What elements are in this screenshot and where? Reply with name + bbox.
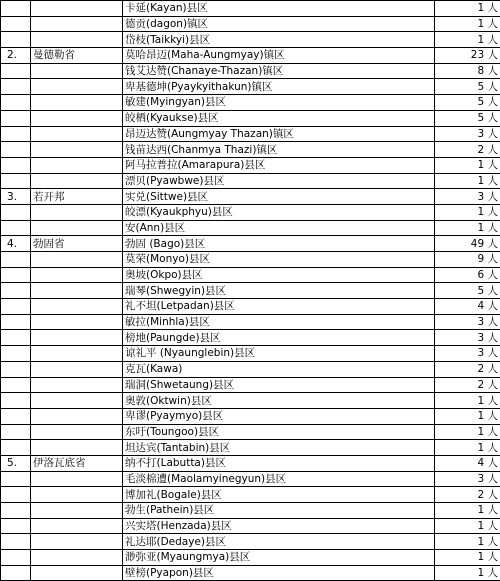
- row-number: [1, 534, 31, 550]
- row-number: [1, 314, 31, 330]
- province-cell: [31, 63, 123, 79]
- count-cell: 3 人: [435, 314, 500, 330]
- table-row: [1, 252, 500, 268]
- district-cell: 敏拉(Minhla)县区: [123, 314, 435, 330]
- province-cell: [31, 361, 123, 377]
- count-cell: 5 人: [435, 110, 500, 126]
- table-row: [1, 157, 500, 173]
- row-number: [1, 346, 31, 362]
- province-cell: [31, 393, 123, 409]
- count-cell: 3 人: [435, 189, 500, 205]
- count-cell: 5 人: [435, 95, 500, 111]
- province-cell: [31, 1, 123, 17]
- row-number: [1, 16, 31, 32]
- table-row: [1, 142, 500, 158]
- table-row: [1, 534, 500, 550]
- table-row: [1, 550, 500, 566]
- district-cell: 安(Ann)县区: [123, 220, 435, 236]
- count-cell: 1 人: [435, 173, 500, 189]
- row-number: [1, 518, 31, 534]
- row-number: [1, 63, 31, 79]
- count-cell: 2 人: [435, 361, 500, 377]
- table-row: [1, 204, 500, 220]
- district-cell: 坦达宾(Tantabin)县区: [123, 440, 435, 456]
- district-cell: 皎栖(Kyaukse)县区: [123, 110, 435, 126]
- district-cell: 勃生(Pathein)县区: [123, 503, 435, 519]
- table-row: [1, 440, 500, 456]
- district-cell: 榜地(Paungde)县区: [123, 330, 435, 346]
- district-cell: 德贡(dagon)镇区: [123, 16, 435, 32]
- table-row: [1, 283, 500, 299]
- count-cell: 1 人: [435, 204, 500, 220]
- province-cell: [31, 252, 123, 268]
- table-row: [1, 95, 500, 111]
- count-cell: 1 人: [435, 32, 500, 48]
- table-row: [1, 79, 500, 95]
- district-cell: 昂迈达赞(Aungmyay Thazan)镇区: [123, 126, 435, 142]
- row-number: [1, 408, 31, 424]
- district-cell: 卡延(Kayan)县区: [123, 1, 435, 17]
- row-number: 2.: [1, 48, 31, 64]
- district-cell: 礼不坦(Letpadan)县区: [123, 299, 435, 315]
- district-cell: 毛淡棉遭(Maolamyinegyun)县区: [123, 471, 435, 487]
- province-cell: [31, 440, 123, 456]
- count-cell: 1 人: [435, 550, 500, 566]
- row-number: [1, 79, 31, 95]
- row-number: [1, 252, 31, 268]
- province-cell: [31, 110, 123, 126]
- district-cell: 克瓦(Kawa): [123, 361, 435, 377]
- province-cell: [31, 550, 123, 566]
- count-cell: 1 人: [435, 393, 500, 409]
- province-cell: [31, 267, 123, 283]
- province-cell: [31, 330, 123, 346]
- province-cell: [31, 424, 123, 440]
- row-number: [1, 424, 31, 440]
- district-cell: 钱苗达西(Chanmya Thazi)镇区: [123, 142, 435, 158]
- province-cell: [31, 283, 123, 299]
- district-cell: 礼达耶(Dedaye)县区: [123, 534, 435, 550]
- table-row: [1, 189, 500, 205]
- row-number: [1, 377, 31, 393]
- district-cell: 纳不打(Labutta)县区: [123, 455, 435, 471]
- district-cell: 博加礼(Bogale)县区: [123, 487, 435, 503]
- table-row: [1, 455, 500, 471]
- table-row: [1, 518, 500, 534]
- province-cell: [31, 220, 123, 236]
- district-cell: 卑谬(Pyaymyo)县区: [123, 408, 435, 424]
- table-row: [1, 361, 500, 377]
- row-number: [1, 393, 31, 409]
- table-row: [1, 346, 500, 362]
- province-cell: [31, 346, 123, 362]
- table-row: [1, 408, 500, 424]
- district-cell: 谅礼平 (Nyaunglebin)县区: [123, 346, 435, 362]
- count-cell: 5 人: [435, 283, 500, 299]
- row-number: [1, 550, 31, 566]
- district-cell: 壁榜(Pyapon)县区: [123, 565, 435, 581]
- table-row: [1, 236, 500, 252]
- table-row: [1, 16, 500, 32]
- table-row: [1, 110, 500, 126]
- district-cell: 岱枝(Taikkyi)县区: [123, 32, 435, 48]
- province-cell: [31, 142, 123, 158]
- count-cell: 3 人: [435, 330, 500, 346]
- province-cell: [31, 408, 123, 424]
- count-cell: 3 人: [435, 346, 500, 362]
- table-row: [1, 1, 500, 17]
- table-row: [1, 314, 500, 330]
- district-cell: 漂贝(Pyawbwe)县区: [123, 173, 435, 189]
- count-cell: 5 人: [435, 79, 500, 95]
- table-body: [1, 1, 500, 581]
- row-number: 4.: [1, 236, 31, 252]
- count-cell: 2 人: [435, 142, 500, 158]
- row-number: [1, 173, 31, 189]
- table-row: [1, 393, 500, 409]
- district-cell: 卑基德坤(Pyaykyithakun)镇区: [123, 79, 435, 95]
- district-cell: 兴实塔(Henzada)县区: [123, 518, 435, 534]
- row-number: [1, 220, 31, 236]
- row-number: [1, 267, 31, 283]
- province-cell: [31, 487, 123, 503]
- row-number: [1, 471, 31, 487]
- province-cell: [31, 126, 123, 142]
- province-cell: [31, 32, 123, 48]
- row-number: [1, 110, 31, 126]
- table-row: [1, 173, 500, 189]
- province-cell: [31, 377, 123, 393]
- count-cell: 1 人: [435, 518, 500, 534]
- row-number: [1, 157, 31, 173]
- count-cell: 9 人: [435, 252, 500, 268]
- count-cell: 1 人: [435, 503, 500, 519]
- district-cell: 钱艾达赞(Chanaye-Thazan)镇区: [123, 63, 435, 79]
- table-row: [1, 424, 500, 440]
- row-number: [1, 32, 31, 48]
- count-cell: 2 人: [435, 487, 500, 503]
- count-cell: 1 人: [435, 440, 500, 456]
- count-cell: 23 人: [435, 48, 500, 64]
- row-number: 3.: [1, 189, 31, 205]
- table-row: [1, 503, 500, 519]
- province-cell: 曼德勒省: [31, 48, 123, 64]
- row-number: [1, 440, 31, 456]
- province-cell: [31, 173, 123, 189]
- row-number: [1, 361, 31, 377]
- count-cell: 1 人: [435, 16, 500, 32]
- province-cell: [31, 157, 123, 173]
- province-cell: [31, 79, 123, 95]
- table-row: [1, 330, 500, 346]
- table-row: [1, 299, 500, 315]
- count-cell: 1 人: [435, 220, 500, 236]
- district-cell: 阿马拉普拉(Amarapura)县区: [123, 157, 435, 173]
- province-cell: [31, 471, 123, 487]
- count-cell: 1 人: [435, 408, 500, 424]
- table-row: [1, 487, 500, 503]
- province-cell: [31, 16, 123, 32]
- province-cell: [31, 204, 123, 220]
- district-cell: 渺弥亚(Myaungmya)县区: [123, 550, 435, 566]
- row-number: [1, 503, 31, 519]
- row-number: [1, 330, 31, 346]
- row-number: [1, 142, 31, 158]
- row-number: [1, 126, 31, 142]
- district-cell: 勃固 (Bago)县区: [123, 236, 435, 252]
- count-cell: 8 人: [435, 63, 500, 79]
- row-number: [1, 95, 31, 111]
- district-cell: 莫哈昂迈(Maha-Aungmyay)镇区: [123, 48, 435, 64]
- count-cell: 4 人: [435, 455, 500, 471]
- count-cell: 1 人: [435, 157, 500, 173]
- province-cell: [31, 565, 123, 581]
- count-cell: 6 人: [435, 267, 500, 283]
- province-cell: [31, 299, 123, 315]
- district-cell: 皎漂(Kyaukphyu)县区: [123, 204, 435, 220]
- province-cell: 勃固省: [31, 236, 123, 252]
- district-cell: 瑞洞(Shwetaung)县区: [123, 377, 435, 393]
- table-row: [1, 48, 500, 64]
- count-cell: 2 人: [435, 377, 500, 393]
- count-cell: 1 人: [435, 1, 500, 17]
- district-cell: 瑞琴(Shwegyin)县区: [123, 283, 435, 299]
- count-cell: 49 人: [435, 236, 500, 252]
- province-cell: [31, 503, 123, 519]
- district-cell: 奥敦(Oktwin)县区: [123, 393, 435, 409]
- district-cell: 奥坡(Okpo)县区: [123, 267, 435, 283]
- table-row: [1, 565, 500, 581]
- count-cell: 4 人: [435, 299, 500, 315]
- province-cell: [31, 534, 123, 550]
- district-cell: 敏建(Myingyan)县区: [123, 95, 435, 111]
- count-cell: 3 人: [435, 471, 500, 487]
- table-row: [1, 63, 500, 79]
- count-cell: 1 人: [435, 565, 500, 581]
- row-number: [1, 283, 31, 299]
- row-number: 5.: [1, 455, 31, 471]
- district-cell: 莫荣(Monyo)县区: [123, 252, 435, 268]
- province-cell: [31, 314, 123, 330]
- row-number: [1, 1, 31, 17]
- row-number: [1, 565, 31, 581]
- table-row: [1, 471, 500, 487]
- table-row: [1, 126, 500, 142]
- count-cell: 1 人: [435, 424, 500, 440]
- table-row: [1, 377, 500, 393]
- province-cell: 若开邦: [31, 189, 123, 205]
- row-number: [1, 299, 31, 315]
- district-cell: 东吁(Toungoo)县区: [123, 424, 435, 440]
- table-row: [1, 32, 500, 48]
- table-row: [1, 267, 500, 283]
- province-cell: 伊洛瓦底省: [31, 455, 123, 471]
- row-number: [1, 487, 31, 503]
- province-cell: [31, 95, 123, 111]
- count-cell: 3 人: [435, 126, 500, 142]
- count-cell: 1 人: [435, 534, 500, 550]
- district-cell: 实兑(Sittwe)县区: [123, 189, 435, 205]
- row-number: [1, 204, 31, 220]
- table-row: [1, 220, 500, 236]
- province-cell: [31, 518, 123, 534]
